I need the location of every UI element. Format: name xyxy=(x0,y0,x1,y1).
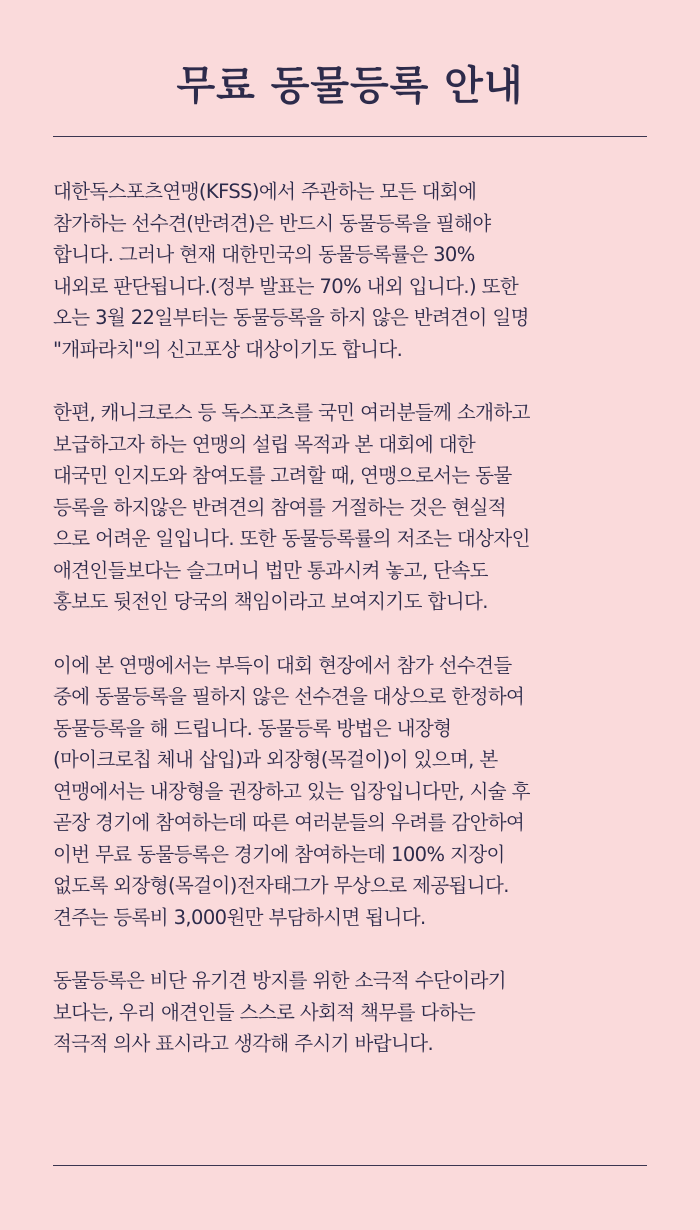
text-line: 보다는, 우리 애견인들 스스로 사회적 책무를 다하는 xyxy=(53,1000,476,1024)
notice-body xyxy=(53,176,673,1092)
text-line: 내외로 판단됩니다.(정부 발표는 70% 내외 입니다.) 또한 xyxy=(53,274,519,298)
paragraph-2 xyxy=(53,397,673,618)
text-line: 견주는 등록비 3,000원만 부담하시면 됩니다. xyxy=(53,905,426,929)
text-line: 이에 본 연맹에서는 부득이 대회 현장에서 참가 선수견들 xyxy=(53,653,512,677)
text-line: (마이크로칩 체내 삽입)과 외장형(목걸이)이 있으며, 본 xyxy=(53,748,498,771)
paragraph-4 xyxy=(53,965,673,1060)
text-line: 곧장 경기에 참여하는데 따른 여러분들의 우려를 감안하여 xyxy=(53,811,525,834)
text-line: 없도록 외장형(목걸이)전자태그가 무상으로 제공됩니다. xyxy=(53,874,509,897)
paragraph-1 xyxy=(53,176,673,365)
top-divider xyxy=(53,136,647,137)
page-title: 무료 동물등록 안내 xyxy=(176,63,524,109)
text-line: 적극적 의사 표시라고 생각해 주시기 바랍니다. xyxy=(53,1032,434,1055)
text-line: 대국민 인지도와 참여도를 고려할 때, 연맹으로서는 동물 xyxy=(53,464,512,487)
text-line: 연맹에서는 내장형을 권장하고 있는 입장입니다만, 시술 후 xyxy=(53,779,530,803)
text-line: 참가하는 선수견(반려견)은 반드시 동물등록을 필해야 xyxy=(53,211,491,235)
text-line: 대한독스포츠연맹(KFSS)에서 주관하는 모든 대회에 xyxy=(53,180,477,203)
text-line: 홍보도 뒷전인 당국의 책임이라고 보여지기도 합니다. xyxy=(53,590,488,613)
text-line: 동물등록은 비단 유기견 방지를 위한 소극적 수단이라기 xyxy=(53,969,507,992)
bottom-divider xyxy=(53,1165,647,1166)
paragraph-3 xyxy=(53,650,673,934)
text-line: 이번 무료 동물등록은 경기에 참여하는데 100% 지장이 xyxy=(53,842,505,866)
text-line: "개파라치"의 신고포상 대상이기도 합니다. xyxy=(53,337,403,361)
text-line: 보급하고자 하는 연맹의 설립 목적과 본 대회에 대한 xyxy=(53,432,476,456)
text-line: 오는 3월 22일부터는 동물등록을 하지 않은 반려견이 일명 xyxy=(53,306,529,329)
text-line: 동물등록을 해 드립니다. 동물등록 방법은 내장형 xyxy=(53,716,452,740)
text-line: 등록을 하지않은 반려견의 참여를 거절하는 것은 현실적 xyxy=(53,495,507,519)
text-line: 한편, 캐니크로스 등 독스포츠를 국민 여러분들께 소개하고 xyxy=(53,401,530,424)
text-line: 합니다. 그러나 현재 대한민국의 동물등록률은 30% xyxy=(53,243,475,266)
text-line: 중에 동물등록을 필하지 않은 선수견을 대상으로 한정하여 xyxy=(53,685,525,708)
text-line: 애견인들보다는 슬그머니 법만 통과시켜 놓고, 단속도 xyxy=(53,558,488,582)
text-line: 으로 어려운 일입니다. 또한 동물등록률의 저조는 대상자인 xyxy=(53,527,530,550)
